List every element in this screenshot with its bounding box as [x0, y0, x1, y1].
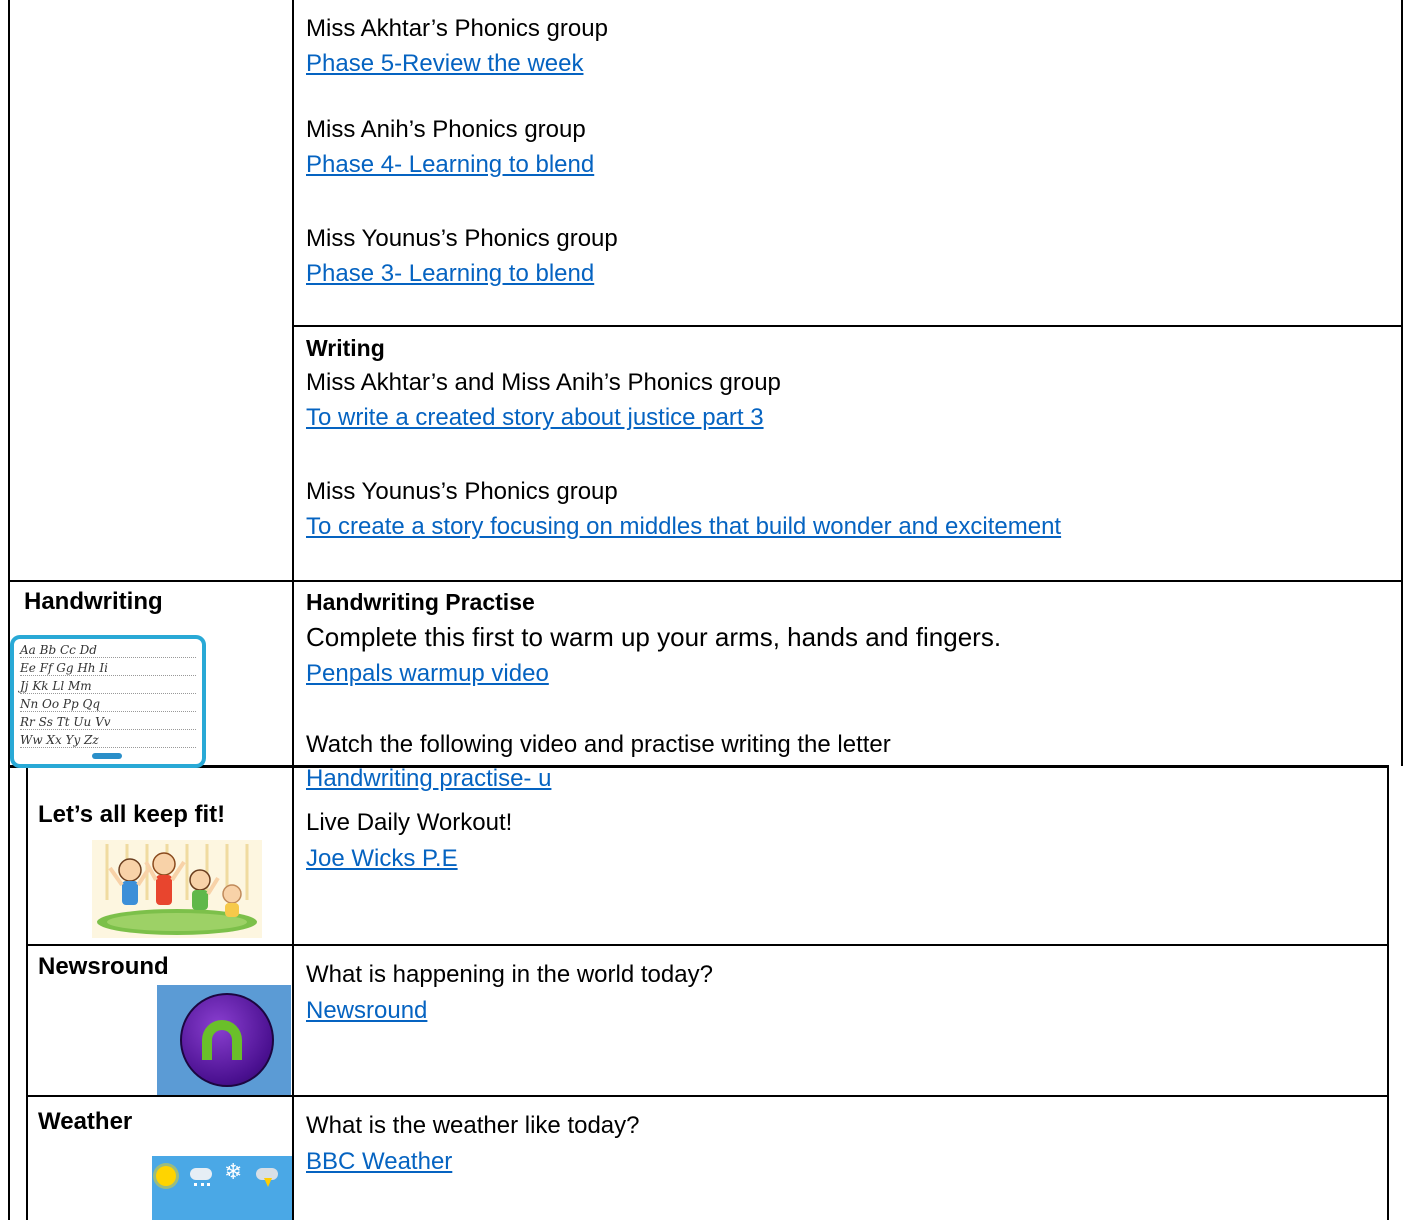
table-border-right-upper — [1401, 0, 1403, 766]
weather-icons-image — [152, 1156, 292, 1220]
phase3-link[interactable]: Phase 3- Learning to blend — [306, 260, 595, 287]
phonics-group-akhtar-label: Miss Akhtar’s Phonics group — [306, 15, 608, 42]
table-row-line-fitness — [26, 944, 1389, 946]
penpals-warmup-link[interactable]: Penpals warmup video — [306, 660, 549, 687]
table-row-line-writing — [8, 580, 1403, 582]
phase5-link[interactable]: Phase 5-Review the week — [306, 50, 584, 77]
fitness-table-top — [8, 765, 1388, 768]
table-row-line-news — [26, 1095, 1389, 1097]
handwriting-intro: Complete this first to warm up your arms, hands and fingers. — [306, 622, 1002, 652]
middles-story-link[interactable]: To create a story focusing on middles that build wonder and excitement — [306, 513, 1062, 540]
newsround-subject: Newsround — [38, 953, 169, 980]
writing-heading: Writing — [306, 335, 385, 361]
table-row-line-phonics — [292, 325, 1403, 327]
chart-logo-icon — [92, 753, 122, 759]
rain-drops — [194, 1183, 210, 1190]
newsround-n-icon — [202, 1020, 242, 1060]
table-divider-col — [292, 0, 294, 1220]
phonics-group-anih-label: Miss Anih’s Phonics group — [306, 116, 586, 143]
alphabet-chart-row: Ee Ff Gg Hh Ii — [20, 661, 196, 676]
writing-group-younus-label: Miss Younus’s Phonics group — [306, 478, 618, 505]
rain-cloud-icon — [190, 1168, 212, 1180]
fitness-table-left — [26, 765, 28, 1220]
sun-icon — [156, 1166, 176, 1186]
alphabet-chart-row: Jj Kk Ll Mm — [20, 679, 196, 694]
weather-subject: Weather — [38, 1108, 133, 1135]
fitness-table-right — [1387, 765, 1389, 1220]
handwriting-heading: Handwriting Practise — [306, 589, 535, 615]
handwriting-practise-link[interactable]: Handwriting practise- u — [306, 765, 552, 792]
newsround-description: What is happening in the world today? — [306, 961, 713, 988]
newsround-link[interactable]: Newsround — [306, 997, 428, 1024]
writing-group-akhtar-anih-label: Miss Akhtar’s and Miss Anih’s Phonics group — [306, 369, 781, 396]
lightning-icon — [264, 1178, 272, 1187]
snowflake-icon: ❄ — [224, 1160, 243, 1185]
phase4-link[interactable]: Phase 4- Learning to blend — [306, 151, 595, 178]
fitness-description-visible: Live Daily Workout! — [306, 809, 513, 836]
phonics-group-younus-label: Miss Younus’s Phonics group — [306, 225, 618, 252]
handwriting-instruction: Watch the following video and practise writing the letter — [306, 731, 891, 758]
justice-story-link[interactable]: To write a created story about justice part 3 — [306, 404, 764, 431]
alphabet-chart-row: Rr Ss Tt Uu Vv — [20, 715, 196, 730]
alphabet-chart-row: Ww Xx Yy Zz — [20, 733, 196, 748]
alphabet-chart-row: Aa Bb Cc Dd — [20, 643, 196, 658]
fitness-subject: Let’s all keep fit! — [38, 801, 226, 828]
bbc-weather-link[interactable]: BBC Weather — [306, 1148, 453, 1175]
weather-description: What is the weather like today? — [306, 1112, 640, 1139]
alphabet-chart-row: Nn Oo Pp Qq — [20, 697, 196, 712]
joe-wicks-link[interactable]: Joe Wicks P.E — [306, 845, 458, 872]
alphabet-chart-image — [10, 635, 206, 768]
newsround-logo-image — [157, 985, 291, 1095]
handwriting-subject: Handwriting — [24, 588, 163, 615]
table-border-left — [8, 0, 10, 1220]
children-exercising-image — [92, 840, 262, 938]
